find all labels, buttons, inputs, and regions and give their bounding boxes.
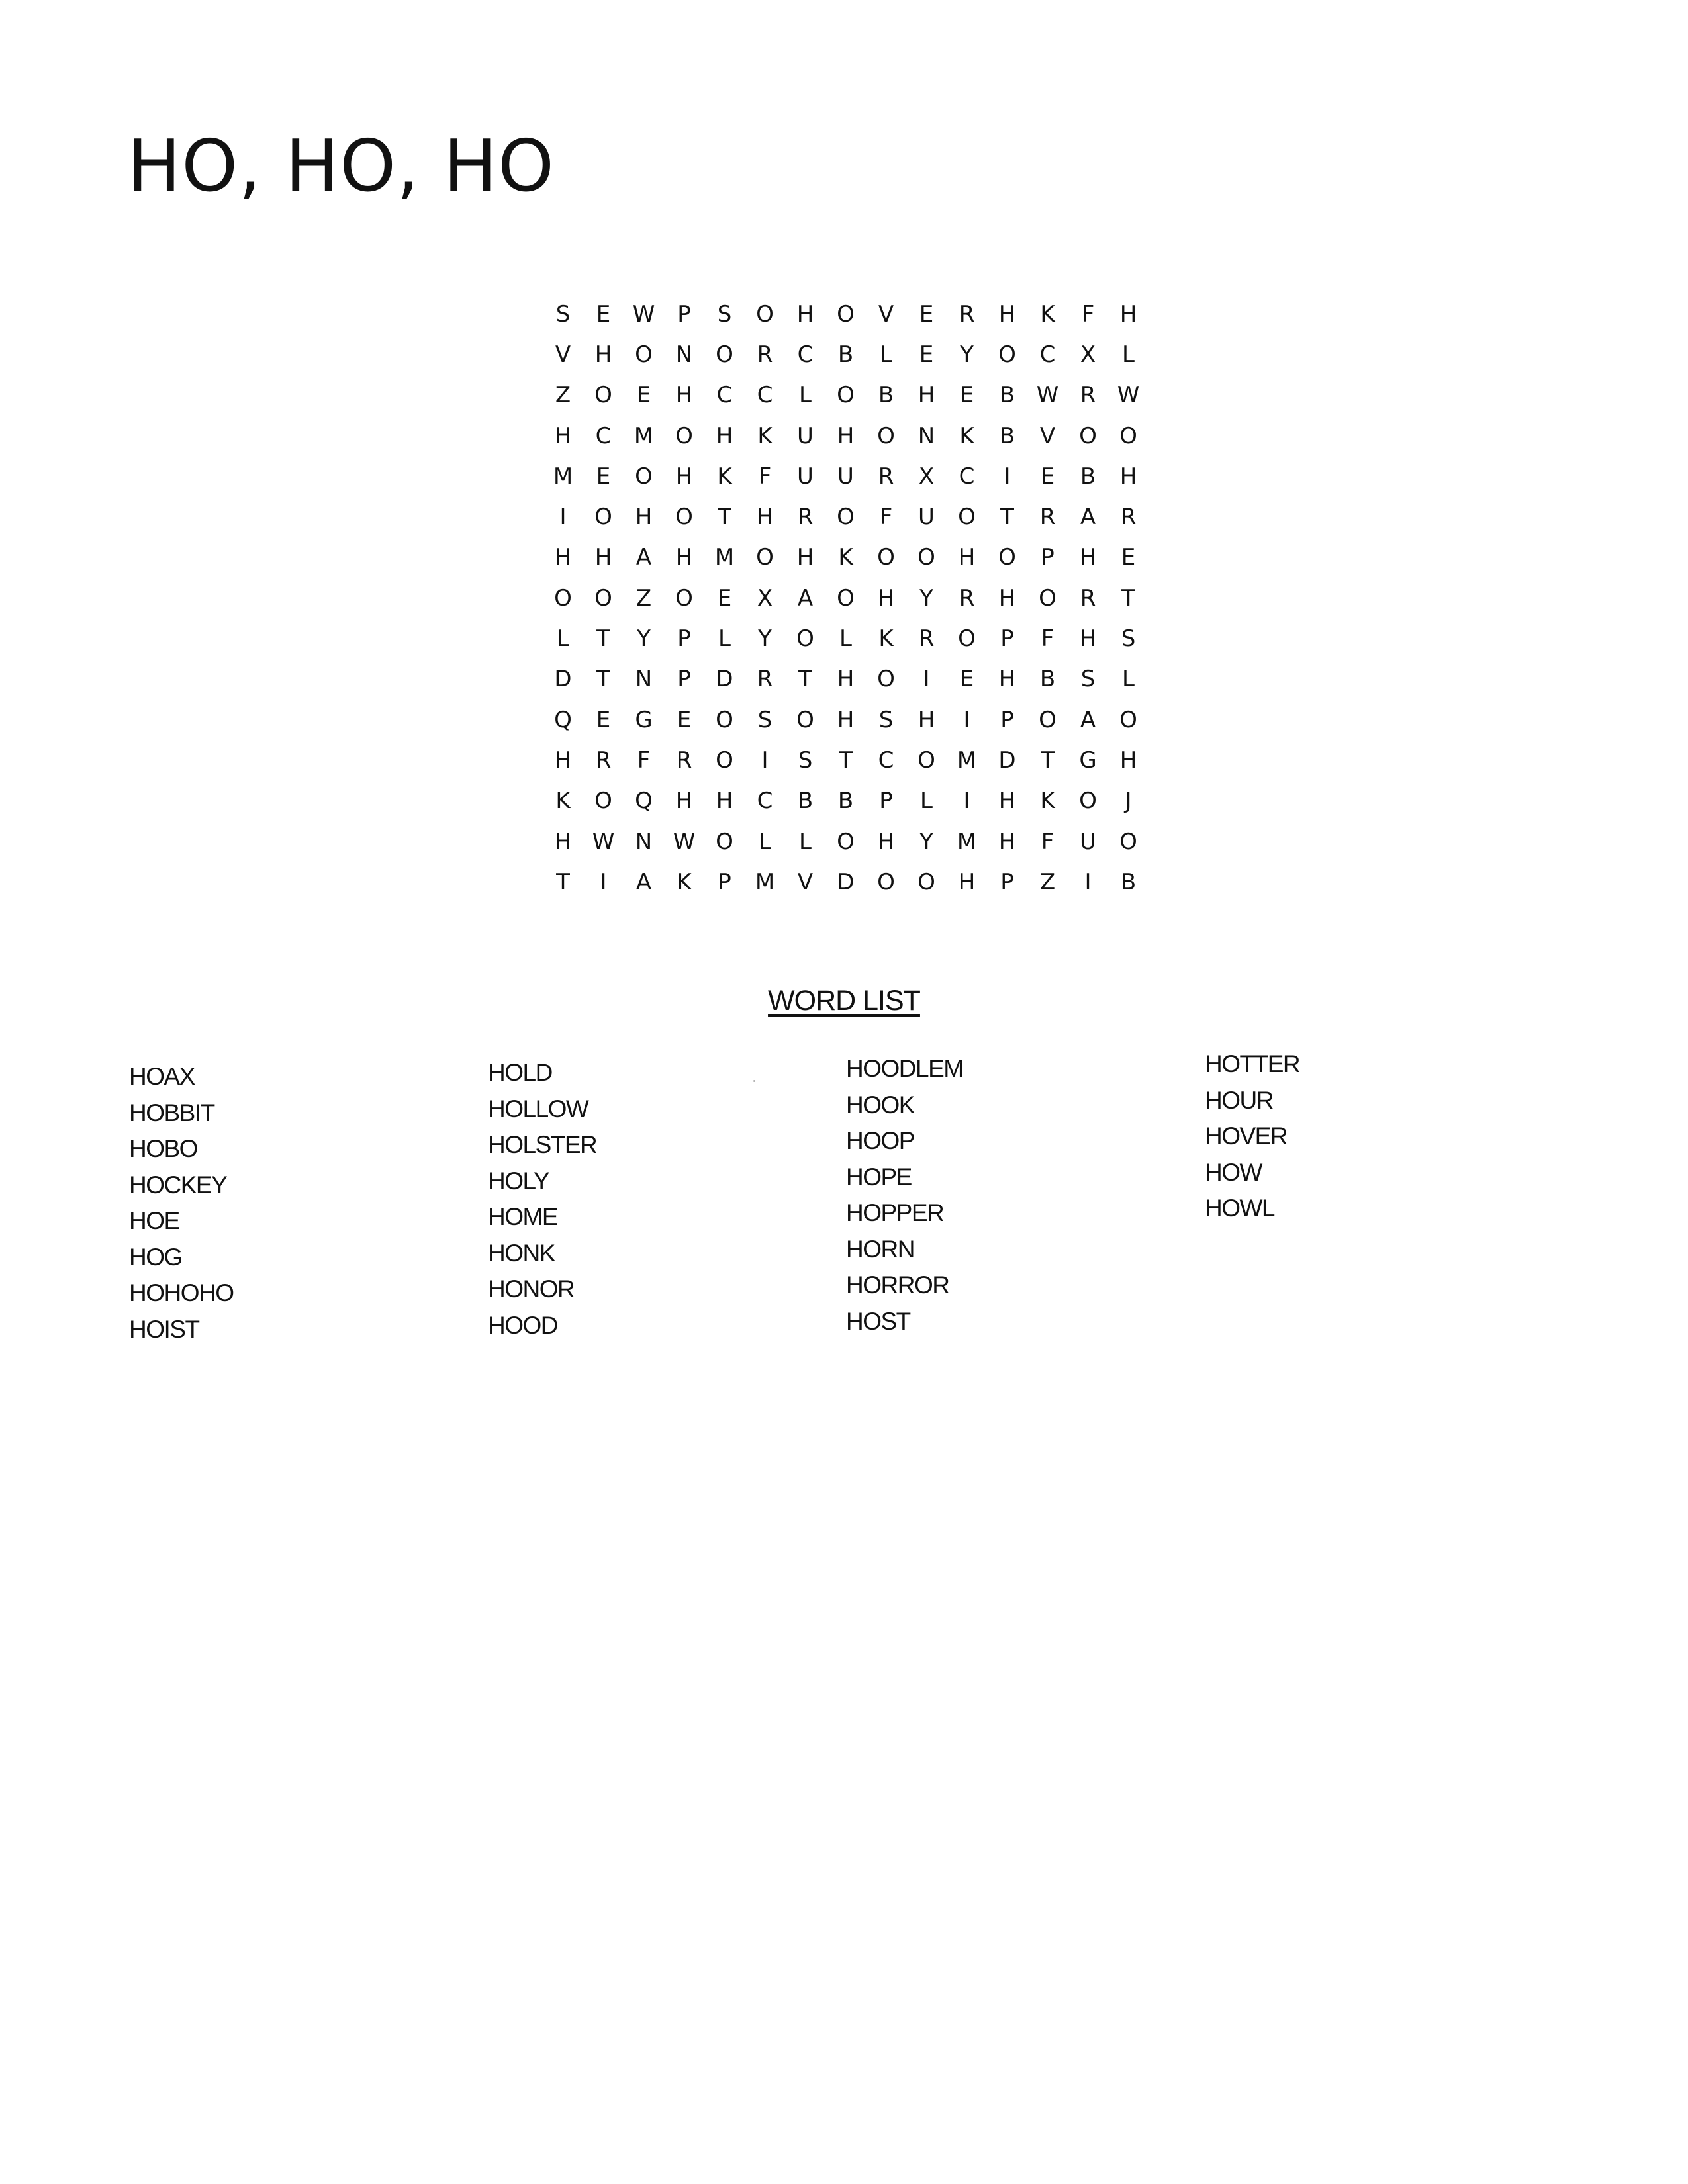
grid-letter: M bbox=[553, 463, 573, 490]
grid-letter: G bbox=[635, 706, 653, 733]
grid-letter: E bbox=[717, 584, 732, 612]
word-list-column-2 bbox=[488, 1055, 596, 1343]
grid-letter: O bbox=[594, 584, 612, 612]
grid-letter: H bbox=[917, 382, 935, 409]
grid-letter: H bbox=[554, 828, 572, 855]
grid-letter: O bbox=[716, 747, 733, 774]
word-list-item: HOG bbox=[129, 1243, 182, 1271]
grid-letter: T bbox=[1000, 504, 1014, 531]
grid-letter: H bbox=[594, 341, 612, 368]
grid-letter: I bbox=[1084, 868, 1092, 895]
grid-letter: L bbox=[799, 382, 812, 409]
grid-letter: P bbox=[1000, 625, 1014, 653]
grid-letter: O bbox=[1079, 788, 1097, 815]
grid-letter: E bbox=[919, 300, 934, 328]
grid-letter: K bbox=[1040, 300, 1055, 328]
grid-letter: T bbox=[1121, 584, 1135, 612]
grid-letter: O bbox=[675, 504, 693, 531]
grid-letter: W bbox=[632, 300, 655, 328]
grid-letter: O bbox=[837, 382, 855, 409]
grid-letter: A bbox=[635, 544, 652, 571]
word-list-item: HOLY bbox=[488, 1167, 549, 1195]
grid-letter: X bbox=[757, 584, 773, 612]
grid-letter: H bbox=[796, 544, 814, 571]
word-list-item: HOE bbox=[129, 1207, 179, 1234]
grid-letter: O bbox=[1079, 422, 1097, 449]
grid-letter: R bbox=[1039, 504, 1056, 531]
grid-letter: Z bbox=[1039, 868, 1056, 895]
grid-letter: I bbox=[559, 504, 567, 531]
grid-letter: R bbox=[676, 747, 692, 774]
grid-letter: I bbox=[1004, 463, 1011, 490]
grid-letter: C bbox=[595, 422, 612, 449]
grid-letter: H bbox=[998, 828, 1016, 855]
grid-letter: A bbox=[1080, 706, 1096, 733]
grid-letter: B bbox=[1120, 868, 1137, 895]
grid-letter: O bbox=[796, 625, 814, 653]
grid-letter: E bbox=[677, 706, 692, 733]
word-list-item: HOODLEM bbox=[846, 1055, 963, 1082]
word-search-grid bbox=[543, 294, 1149, 902]
grid-letter: B bbox=[837, 341, 854, 368]
grid-letter: L bbox=[718, 625, 731, 653]
grid-letter: L bbox=[799, 828, 812, 855]
grid-letter: H bbox=[837, 666, 855, 693]
grid-letter: H bbox=[1079, 625, 1097, 653]
grid-letter: H bbox=[1119, 747, 1137, 774]
grid-letter: U bbox=[797, 463, 814, 490]
page-title: HO, HO, HO bbox=[127, 125, 555, 208]
grid-letter: I bbox=[761, 747, 769, 774]
grid-letter: K bbox=[838, 544, 853, 571]
grid-letter: P bbox=[1000, 868, 1014, 895]
grid-letter: R bbox=[878, 463, 894, 490]
word-list-column-4 bbox=[1205, 1046, 1299, 1227]
grid-letter: O bbox=[594, 504, 612, 531]
grid-letter: C bbox=[959, 463, 975, 490]
grid-letter: C bbox=[757, 788, 773, 815]
grid-letter: L bbox=[839, 625, 852, 653]
grid-letter: Q bbox=[554, 706, 572, 733]
scan-speck bbox=[753, 1080, 755, 1082]
grid-letter: P bbox=[677, 625, 691, 653]
grid-letter: L bbox=[759, 828, 771, 855]
grid-letter: S bbox=[555, 300, 571, 328]
grid-letter: A bbox=[797, 584, 814, 612]
word-list-item: HOCKEY bbox=[129, 1171, 227, 1199]
grid-letter: W bbox=[673, 828, 696, 855]
grid-letter: O bbox=[837, 828, 855, 855]
grid-letter: E bbox=[1040, 463, 1055, 490]
grid-letter: T bbox=[556, 868, 570, 895]
grid-letter: O bbox=[675, 422, 693, 449]
grid-letter: I bbox=[963, 788, 970, 815]
grid-letter: D bbox=[716, 666, 733, 693]
grid-letter: W bbox=[1117, 382, 1140, 409]
grid-letter: U bbox=[1080, 828, 1096, 855]
grid-letter: R bbox=[1080, 382, 1096, 409]
grid-letter: P bbox=[677, 666, 691, 693]
grid-letter: K bbox=[757, 422, 773, 449]
grid-letter: K bbox=[1040, 788, 1055, 815]
grid-letter: R bbox=[757, 341, 773, 368]
word-list-item: HOME bbox=[488, 1203, 557, 1230]
grid-letter: U bbox=[797, 422, 814, 449]
grid-letter: T bbox=[839, 747, 853, 774]
grid-letter: V bbox=[878, 300, 894, 328]
word-list-item: HOLSTER bbox=[488, 1131, 597, 1158]
grid-letter: O bbox=[917, 747, 935, 774]
grid-letter: O bbox=[756, 300, 774, 328]
grid-letter: H bbox=[716, 422, 733, 449]
grid-letter: R bbox=[757, 666, 773, 693]
grid-letter: B bbox=[1039, 666, 1056, 693]
grid-letter: D bbox=[554, 666, 572, 693]
grid-letter: F bbox=[637, 747, 651, 774]
word-list-item: HONK bbox=[488, 1239, 555, 1267]
word-list-item: HOIST bbox=[129, 1315, 199, 1343]
grid-letter: O bbox=[917, 868, 935, 895]
grid-letter: L bbox=[1122, 666, 1135, 693]
grid-letter: A bbox=[1080, 504, 1096, 531]
grid-letter: K bbox=[677, 868, 692, 895]
grid-letter: Q bbox=[635, 788, 653, 815]
grid-letter: T bbox=[718, 504, 731, 531]
word-list-column-3 bbox=[846, 1051, 963, 1340]
grid-letter: A bbox=[635, 868, 652, 895]
grid-letter: C bbox=[878, 747, 894, 774]
grid-letter: P bbox=[1041, 544, 1055, 571]
word-list-item: HOAX bbox=[129, 1063, 195, 1090]
word-list-item: HOOP bbox=[846, 1127, 914, 1154]
grid-letter: X bbox=[1080, 341, 1096, 368]
grid-letter: Z bbox=[635, 584, 652, 612]
word-list-item: HOLD bbox=[488, 1059, 552, 1086]
grid-letter: L bbox=[557, 625, 569, 653]
grid-letter: O bbox=[1039, 584, 1056, 612]
grid-letter: E bbox=[959, 666, 974, 693]
grid-letter: U bbox=[837, 463, 854, 490]
grid-letter: W bbox=[1036, 382, 1059, 409]
word-list-item: HOLLOW bbox=[488, 1095, 588, 1122]
grid-letter: Y bbox=[960, 341, 974, 368]
grid-letter: H bbox=[554, 747, 572, 774]
grid-letter: O bbox=[837, 584, 855, 612]
word-list-item: HOBBIT bbox=[129, 1099, 214, 1126]
grid-letter: D bbox=[998, 747, 1016, 774]
grid-letter: O bbox=[594, 382, 612, 409]
grid-letter: S bbox=[1121, 625, 1136, 653]
grid-letter: T bbox=[798, 666, 812, 693]
grid-letter: H bbox=[837, 422, 855, 449]
grid-letter: H bbox=[1119, 300, 1137, 328]
grid-letter: O bbox=[958, 625, 976, 653]
grid-letter: X bbox=[918, 463, 935, 490]
grid-letter: B bbox=[999, 382, 1015, 409]
grid-letter: O bbox=[635, 341, 653, 368]
grid-letter: D bbox=[837, 868, 855, 895]
grid-letter: H bbox=[1119, 463, 1137, 490]
grid-letter: E bbox=[1121, 544, 1136, 571]
grid-letter: L bbox=[1122, 341, 1135, 368]
grid-letter: E bbox=[636, 382, 651, 409]
grid-letter: N bbox=[917, 422, 935, 449]
grid-letter: H bbox=[998, 666, 1016, 693]
word-list-column-1 bbox=[129, 1059, 234, 1347]
grid-letter: N bbox=[635, 666, 653, 693]
grid-letter: H bbox=[635, 504, 653, 531]
word-list-item: HOBO bbox=[129, 1135, 197, 1162]
grid-letter: V bbox=[1039, 422, 1056, 449]
grid-letter: H bbox=[554, 544, 572, 571]
grid-letter: B bbox=[1080, 463, 1096, 490]
grid-letter: U bbox=[918, 504, 935, 531]
grid-letter: H bbox=[675, 544, 693, 571]
grid-letter: T bbox=[1041, 747, 1055, 774]
grid-letter: G bbox=[1079, 747, 1097, 774]
grid-letter: P bbox=[718, 868, 731, 895]
grid-letter: M bbox=[714, 544, 735, 571]
grid-letter: F bbox=[1041, 828, 1055, 855]
grid-letter: S bbox=[1080, 666, 1096, 693]
grid-letter: B bbox=[797, 788, 814, 815]
grid-letter: P bbox=[879, 788, 893, 815]
grid-letter: Y bbox=[637, 625, 651, 653]
grid-letter: Y bbox=[758, 625, 772, 653]
grid-letter: S bbox=[717, 300, 732, 328]
word-list-item: HOOD bbox=[488, 1311, 557, 1339]
grid-letter: R bbox=[595, 747, 612, 774]
grid-letter: O bbox=[877, 422, 895, 449]
grid-letter: F bbox=[758, 463, 772, 490]
grid-letter: R bbox=[797, 504, 814, 531]
grid-letter: H bbox=[998, 300, 1016, 328]
grid-letter: N bbox=[675, 341, 693, 368]
grid-letter: H bbox=[877, 828, 895, 855]
grid-letter: O bbox=[837, 504, 855, 531]
grid-letter: O bbox=[877, 868, 895, 895]
grid-letter: E bbox=[596, 463, 611, 490]
grid-letter: O bbox=[716, 828, 733, 855]
grid-letter: I bbox=[963, 706, 970, 733]
grid-letter: B bbox=[837, 788, 854, 815]
grid-letter: O bbox=[1039, 706, 1056, 733]
grid-letter: R bbox=[1120, 504, 1137, 531]
grid-letter: C bbox=[716, 382, 733, 409]
grid-letter: O bbox=[796, 706, 814, 733]
grid-letter: O bbox=[756, 544, 774, 571]
grid-letter: Z bbox=[555, 382, 571, 409]
grid-letter: I bbox=[600, 868, 607, 895]
grid-letter: P bbox=[1000, 706, 1014, 733]
grid-letter: W bbox=[592, 828, 615, 855]
grid-letter: V bbox=[797, 868, 814, 895]
grid-letter: O bbox=[635, 463, 653, 490]
grid-letter: O bbox=[1119, 422, 1137, 449]
grid-letter: C bbox=[757, 382, 773, 409]
word-list-heading: WORD LIST bbox=[768, 985, 920, 1017]
grid-letter: H bbox=[554, 422, 572, 449]
word-list-item: HONOR bbox=[488, 1275, 575, 1302]
grid-letter: B bbox=[878, 382, 894, 409]
grid-letter: R bbox=[1080, 584, 1096, 612]
grid-letter: K bbox=[555, 788, 571, 815]
word-list-item: HOPE bbox=[846, 1163, 912, 1191]
grid-letter: H bbox=[917, 706, 935, 733]
grid-letter: H bbox=[958, 868, 976, 895]
grid-letter: C bbox=[1039, 341, 1056, 368]
word-list-item: HOVER bbox=[1205, 1122, 1288, 1150]
grid-letter: N bbox=[635, 828, 653, 855]
grid-letter: H bbox=[1079, 544, 1097, 571]
grid-letter: C bbox=[797, 341, 814, 368]
grid-letter: H bbox=[756, 504, 774, 531]
grid-letter: R bbox=[959, 584, 975, 612]
grid-letter: P bbox=[677, 300, 691, 328]
word-list-item: HOHOHO bbox=[129, 1279, 234, 1306]
grid-letter: T bbox=[596, 625, 610, 653]
word-list-item: HOOK bbox=[846, 1091, 914, 1118]
grid-letter: E bbox=[959, 382, 974, 409]
grid-letter: M bbox=[957, 828, 977, 855]
grid-letter: K bbox=[717, 463, 732, 490]
word-list-item: HORN bbox=[846, 1235, 914, 1263]
grid-letter: O bbox=[594, 788, 612, 815]
word-list-item: HOTTER bbox=[1205, 1050, 1300, 1077]
grid-letter: O bbox=[958, 504, 976, 531]
grid-letter: O bbox=[998, 544, 1016, 571]
grid-letter: R bbox=[959, 300, 975, 328]
grid-letter: F bbox=[879, 504, 893, 531]
grid-letter: F bbox=[1081, 300, 1095, 328]
grid-letter: L bbox=[920, 788, 933, 815]
grid-letter: O bbox=[716, 341, 733, 368]
grid-letter: R bbox=[918, 625, 935, 653]
grid-letter: L bbox=[880, 341, 892, 368]
grid-letter: H bbox=[594, 544, 612, 571]
grid-letter: S bbox=[878, 706, 894, 733]
grid-letter: O bbox=[917, 544, 935, 571]
grid-letter: O bbox=[554, 584, 572, 612]
grid-letter: F bbox=[1041, 625, 1055, 653]
grid-letter: V bbox=[555, 341, 571, 368]
grid-letter: T bbox=[596, 666, 610, 693]
word-list-item: HOWL bbox=[1205, 1195, 1274, 1222]
grid-letter: H bbox=[796, 300, 814, 328]
grid-letter: I bbox=[923, 666, 930, 693]
grid-letter: H bbox=[675, 463, 693, 490]
grid-letter: H bbox=[675, 382, 693, 409]
grid-letter: O bbox=[998, 341, 1016, 368]
grid-letter: H bbox=[998, 584, 1016, 612]
word-list-item: HORROR bbox=[846, 1271, 949, 1298]
grid-letter: O bbox=[1119, 828, 1137, 855]
grid-letter: M bbox=[633, 422, 654, 449]
grid-letter: H bbox=[958, 544, 976, 571]
word-list-item: HOW bbox=[1205, 1158, 1262, 1186]
grid-letter: E bbox=[596, 300, 611, 328]
grid-letter: E bbox=[596, 706, 611, 733]
grid-letter: J bbox=[1125, 788, 1132, 815]
grid-letter: O bbox=[877, 544, 895, 571]
word-list-item: HOST bbox=[846, 1307, 910, 1335]
grid-letter: E bbox=[919, 341, 934, 368]
grid-letter: S bbox=[798, 747, 813, 774]
grid-letter: S bbox=[757, 706, 773, 733]
grid-letter: Y bbox=[919, 584, 933, 612]
grid-letter: O bbox=[716, 706, 733, 733]
grid-letter: O bbox=[1119, 706, 1137, 733]
grid-letter: K bbox=[878, 625, 894, 653]
grid-letter: M bbox=[755, 868, 775, 895]
grid-letter: Y bbox=[919, 828, 933, 855]
grid-letter: O bbox=[877, 666, 895, 693]
grid-letter: B bbox=[999, 422, 1015, 449]
grid-letter: H bbox=[998, 788, 1016, 815]
word-list-item: HOPPER bbox=[846, 1199, 944, 1226]
grid-letter: H bbox=[837, 706, 855, 733]
word-list-item: HOUR bbox=[1205, 1086, 1273, 1114]
grid-letter: M bbox=[957, 747, 977, 774]
grid-letter: H bbox=[675, 788, 693, 815]
grid-letter: O bbox=[675, 584, 693, 612]
grid-letter: H bbox=[877, 584, 895, 612]
grid-letter: O bbox=[837, 300, 855, 328]
grid-letter: H bbox=[716, 788, 733, 815]
grid-letter: K bbox=[959, 422, 974, 449]
